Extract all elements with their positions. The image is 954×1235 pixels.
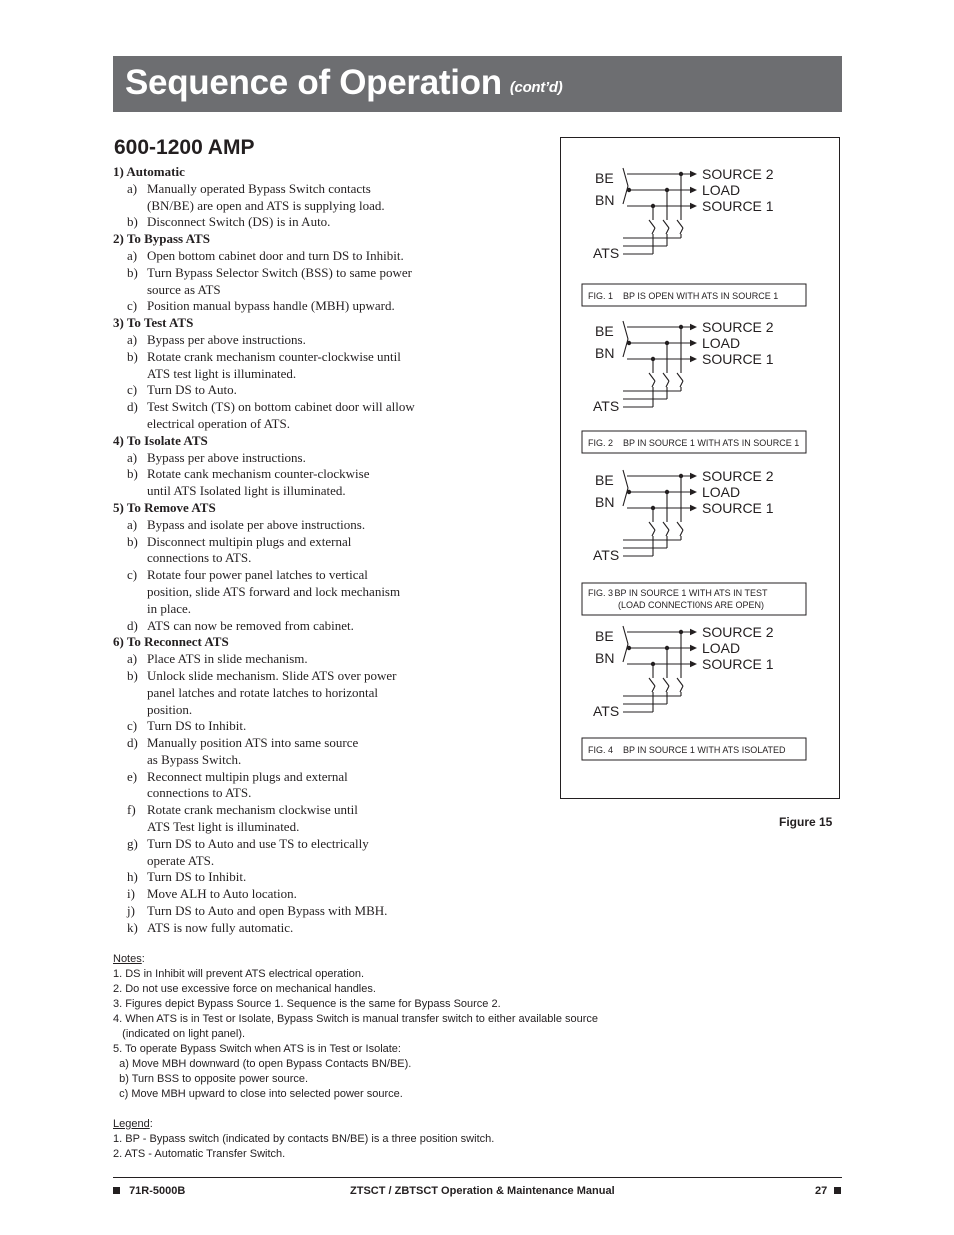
step-title: 4) To Isolate ATS [113,432,208,448]
item-letter: b) [127,264,138,280]
item-text-line: Turn DS to Auto and open Bypass with MBH. [147,903,388,919]
arrow-icon [690,324,697,330]
header-banner [113,56,842,112]
label-source-1: SOURCE 1 [702,500,774,516]
wire-line [623,626,628,644]
list-item [113,181,533,215]
label-source-1: SOURCE 1 [702,351,774,367]
list-item [113,802,533,836]
junction-dot [627,188,631,192]
label-be: BE [595,472,614,488]
item-text-line: Turn Bypass Selector Switch (BSS) to same power [147,264,412,280]
wire-line [623,470,628,488]
item-text-line: Bypass per above instructions. [147,449,306,465]
item-letter: b) [127,214,138,230]
label-bn: BN [595,345,615,361]
label-source-2: SOURCE 2 [702,319,774,335]
footer-page [815,1185,841,1197]
item-text-line: as Bypass Switch. [147,751,242,767]
label-be: BE [595,628,614,644]
notes-line: 1. DS in Inhibit will prevent ATS electrical operation. [113,968,365,980]
item-letter: j) [127,903,135,919]
item-text-line: Disconnect multipin plugs and external [147,533,352,549]
list-item [113,886,533,903]
list-item [113,718,533,735]
arrow-icon [690,187,697,193]
figure-caption: BP IN SOURCE 1 WITH ATS IN TEST [614,588,768,598]
wire-line [649,678,655,686]
junction-dot [627,490,631,494]
wire-line [680,381,683,387]
item-letter: d) [127,399,138,415]
footer-manual-title: ZTSCT / ZBTSCT Operation & Maintenance Manual [350,1185,615,1197]
list-item [113,869,533,886]
label-bn: BN [595,650,615,666]
junction-dot [627,646,631,650]
list-item [113,769,533,803]
bypass-switch-diagrams [561,138,839,798]
wire-line [677,373,683,381]
item-text-line: source as ATS [147,281,221,297]
item-text-line: Disconnect Switch (DS) is in Auto. [147,214,331,230]
junction-dot [627,341,631,345]
item-text-line: ATS Test light is illuminated. [147,819,300,835]
wire-line [652,381,655,387]
item-text-line: ATS can now be removed from cabinet. [147,617,354,633]
wire-line [649,373,655,381]
wire-line [623,321,628,339]
item-letter: b) [127,348,138,364]
list-item [113,265,533,299]
item-text-line: Position manual bypass handle (MBH) upward. [147,298,395,314]
item-text-line: Rotate crank mechanism clockwise until [147,802,358,818]
item-text-line: Rotate crank mechanism counter-clockwise until [147,348,401,364]
page-title-block [125,60,562,113]
label-source-2: SOURCE 2 [702,468,774,484]
wire-line [649,220,655,228]
item-text-line: position. [147,701,193,717]
item-text-line: Open bottom cabinet door and turn DS to Inhibit. [147,247,404,263]
item-text-line: Rotate cank mechanism counter-clockwise [147,466,370,482]
wire-line [663,678,669,686]
wire-line [663,220,669,228]
notes-line: 2. Do not use excessive force on mechanical handles. [113,983,376,995]
item-text-line: Turn DS to Auto. [147,382,237,398]
label-source-2: SOURCE 2 [702,624,774,640]
list-item [113,836,533,870]
wire-line [663,522,669,530]
figure-caption: BP IN SOURCE 1 WITH ATS ISOLATED [623,745,786,755]
notes-line: c) Move MBH upward to close into selected power source. [113,1088,403,1100]
label-source-2: SOURCE 2 [702,166,774,182]
list-item [113,903,533,920]
notes-line: 3. Figures depict Bypass Source 1. Sequence is the same for Bypass Source 2. [113,998,501,1010]
item-letter: i) [127,886,135,902]
list-item [113,517,533,534]
label-be: BE [595,323,614,339]
figure-number: FIG. 3 [588,588,614,598]
item-letter: a) [127,180,138,196]
item-text-line: Unlock slide mechanism. Slide ATS over power [147,667,397,683]
list-item [113,651,533,668]
arrow-icon [690,203,697,209]
label-load: LOAD [702,484,741,500]
item-letter: c) [127,718,138,734]
arrow-icon [690,661,697,667]
item-letter: e) [127,768,138,784]
legend-line: 1. BP - Bypass switch (indicated by contacts BN/BE) is a three position switch. [113,1133,495,1145]
item-text-line: panel latches and rotate latches to horizontal [147,684,379,700]
list-item [113,382,533,399]
label-source-1: SOURCE 1 [702,656,774,672]
item-text-line: Reconnect multipin plugs and external [147,768,348,784]
arrow-icon [690,505,697,511]
section-title: 600-1200 AMP [114,136,255,159]
item-letter: c) [127,382,138,398]
item-text-line: Place ATS in slide mechanism. [147,651,308,667]
item-text-line: Manually position ATS into same source [147,735,359,751]
item-text-line: Test Switch (TS) on bottom cabinet door will allow [147,399,415,415]
item-text-line: Move ALH to Auto location. [147,886,297,902]
item-letter: a) [127,331,138,347]
wire-line [652,530,655,536]
item-letter: c) [127,567,138,583]
list-item [113,248,533,265]
list-item [113,298,533,315]
figure-number: FIG. 4 [588,745,614,755]
item-letter: a) [127,449,138,465]
list-item [113,466,533,500]
arrow-icon [690,645,697,651]
item-letter: k) [127,919,138,935]
item-letter: b) [127,466,138,482]
list-item [113,534,533,568]
arrow-icon [690,629,697,635]
notes-line: (indicated on light panel). [113,1028,246,1040]
label-load: LOAD [702,182,741,198]
figure-caption: (LOAD CONNECTI0NS ARE OPEN) [617,600,765,610]
item-text-line: operate ATS. [147,852,215,868]
wire-line [677,522,683,530]
step-title: 5) To Remove ATS [113,499,216,515]
label-bn: BN [595,494,615,510]
figure-caption: BP IS OPEN WITH ATS IN SOURCE 1 [623,291,779,301]
item-text-line: Turn DS to Auto and use TS to electrically [147,835,369,851]
wire-line [680,686,683,692]
wire-line [666,228,669,234]
figure-label: Figure 15 [779,815,833,829]
list-item [113,668,533,718]
wire-line [652,228,655,234]
item-text-line: until ATS Isolated light is illuminated. [147,483,346,499]
footer-doc-number [113,1185,185,1197]
square-bullet-icon [834,1187,841,1194]
figure-number: FIG. 2 [588,438,614,448]
step-title: 6) To Reconnect ATS [113,634,229,650]
item-letter: a) [127,651,138,667]
list-item [113,920,533,937]
figure-frame [560,137,840,799]
item-text-line: in place. [147,600,192,616]
square-bullet-icon [113,1187,120,1194]
wire-line [666,381,669,387]
item-text-line: position, slide ATS forward and lock mechanism [147,583,401,599]
notes-line: b) Turn BSS to opposite power source. [113,1073,309,1085]
legend-lines [113,1132,733,1162]
item-letter: a) [127,247,138,263]
item-text-line: Bypass and isolate per above instructions. [147,516,366,532]
list-item [113,399,533,433]
item-text-line: Turn DS to Inhibit. [147,869,247,885]
list-item [113,450,533,467]
wire-line [677,678,683,686]
notes-lines [113,967,733,1102]
label-source-1: SOURCE 1 [702,198,774,214]
item-text-line: connections to ATS. [147,550,252,566]
list-item [113,349,533,383]
arrow-icon [690,489,697,495]
item-letter: d) [127,735,138,751]
page-number: 27 [815,1185,828,1197]
item-text-line: electrical operation of ATS. [147,415,290,431]
item-text-line: connections to ATS. [147,785,252,801]
label-load: LOAD [702,335,741,351]
notes-section: Notes: 1. DS in Inhibit will prevent ATS electrical operation. 2. Do not use excessive force on mechanical handles. 3. Figures depict Bypass Source 1. Sequence is the same for Bypass Source 2. 4. When ATS is in Test or Isolate, Bypass Switch is manual transfer switch to either available source (indicated on light panel). 5. To operate Bypass Switch when ATS is in Test or Isolate: a) Move MBH downward (to open Bypass Contacts BN/BE). b) Turn BSS to opposite power source. c) Move MBH upward to close into selected power source. [113,952,733,1102]
page-title: Sequence of Operation [125,63,502,102]
item-letter: f) [127,802,136,818]
legend-label: Legend [113,1118,150,1130]
figure-caption: BP IN SOURCE 1 WITH ATS IN SOURCE 1 [623,438,800,448]
legend-section: Legend: 1. BP - Bypass switch (indicated by contacts BN/BE) is a three position switch. 2. ATS - Automatic Transfer Switch. [113,1117,733,1162]
page-subtitle: (cont’d) [509,79,563,96]
list-item [113,567,533,617]
figure-number: FIG. 1 [588,291,614,301]
wire-line [652,686,655,692]
wire-line [663,373,669,381]
item-letter: g) [127,835,138,851]
item-text-line: Turn DS to Inhibit. [147,718,247,734]
arrow-icon [690,340,697,346]
item-text-line: (BN/BE) are open and ATS is supplying load. [147,197,385,213]
wire-line [666,686,669,692]
label-ats: ATS [593,703,620,719]
arrow-icon [690,473,697,479]
wire-line [649,522,655,530]
step-title: 2) To Bypass ATS [113,231,210,247]
item-letter: b) [127,667,138,683]
notes-line: 5. To operate Bypass Switch when ATS is in Test or Isolate: [113,1043,401,1055]
list-item [113,618,533,635]
label-load: LOAD [702,640,741,656]
item-text-line: ATS is now fully automatic. [147,919,294,935]
label-be: BE [595,170,614,186]
item-text-line: Bypass per above instructions. [147,331,306,347]
step-title: 3) To Test ATS [113,315,194,331]
label-ats: ATS [593,547,620,563]
doc-number: 71R-5000B [129,1185,186,1197]
item-letter: b) [127,533,138,549]
item-letter: h) [127,869,138,885]
wire-line [680,530,683,536]
item-letter: a) [127,516,138,532]
item-text-line: Manually operated Bypass Switch contacts [147,180,371,196]
label-ats: ATS [593,398,620,414]
notes-line: 4. When ATS is in Test or Isolate, Bypass Switch is manual transfer switch to either available source [113,1013,599,1025]
arrow-icon [690,356,697,362]
wire-line [677,220,683,228]
procedure-list [113,164,533,937]
notes-label: Notes [113,953,142,965]
arrow-icon [690,171,697,177]
footer-rule [113,1177,842,1178]
item-letter: d) [127,617,138,633]
label-bn: BN [595,192,615,208]
wire-line [680,228,683,234]
item-letter: c) [127,298,138,314]
list-item [113,332,533,349]
legend-line: 2. ATS - Automatic Transfer Switch. [113,1148,286,1160]
list-item [113,735,533,769]
wire-line [623,168,628,186]
step-title: 1) Automatic [113,164,185,179]
label-ats: ATS [593,245,620,261]
item-text-line: Rotate four power panel latches to vertical [147,567,368,583]
notes-line: a) Move MBH downward (to open Bypass Contacts BN/BE). [113,1058,412,1070]
list-item [113,214,533,231]
wire-line [666,530,669,536]
item-text-line: ATS test light is illuminated. [147,365,297,381]
